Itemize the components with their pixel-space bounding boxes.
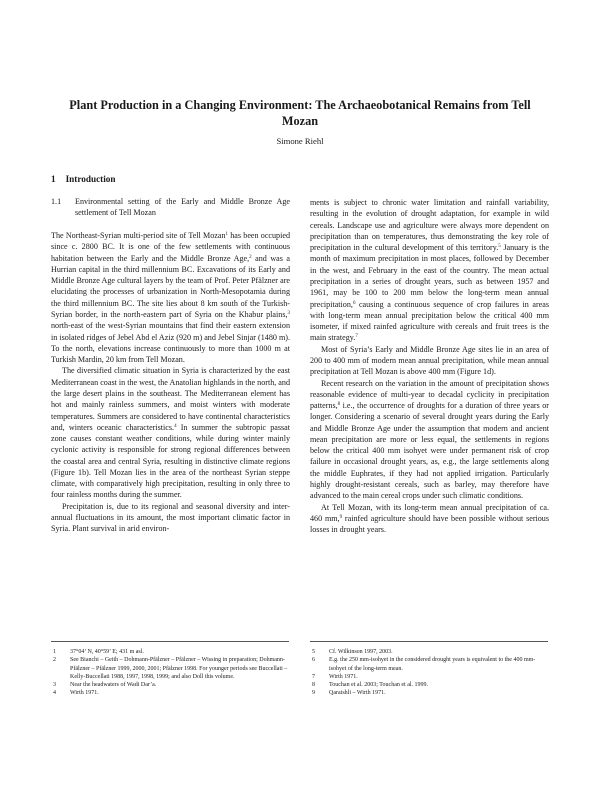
footnote — [51, 656, 290, 681]
footnote-ref[interactable]: 7 — [355, 334, 358, 340]
footnote-number: 3 — [53, 682, 56, 689]
footnote-number: 2 — [53, 657, 56, 664]
right-column — [310, 197, 549, 535]
paragraph: The Northeast-Syrian multi-period site of Tell Mozan$^1$ has been occupied since c. 2800 BC. It is one of the few settlements with continuous habitation between the Early and the Middle Bronze Age,$^2$ and was a Hurrian capital in the third millennium BC. Excavations of its Early and Middle Bronze Age cultural layers by the team of Prof. Peter Pfälzner are elucidating the processes of urbanization in North-Mesopotamia during the third millennium BC. The site lies about 8 km south of the Turkish-Syrian border, in the north-eastern part of Syria on the Khabur plains,$^3$ north-east of the west-Syrian mountains that find their eastern extension in isolated ridges of Jebel Abd el Aziz (920 m) and Jebel Sinjar (1480 m). To the north, elevations increase continuously to more than 1000 m at Turkish Mardin, 20 km from Tell Mozan. — [51, 231, 291, 365]
footnote-ref[interactable]: 3 — [287, 310, 290, 316]
subsection-title: Environmental setting of the Early and Middle Bronze Age settlement of Tell Mozan — [75, 197, 290, 217]
section-number: 1 — [51, 174, 56, 184]
footnote — [51, 648, 290, 656]
footnote-text: 37°04’ N, 40°59’ E; 431 m asl. — [70, 649, 144, 655]
footnote-divider — [51, 641, 289, 642]
footnote-ref[interactable]: 8 — [337, 402, 341, 408]
paragraph: Precipitation is, due to its regional and seasonal diversity and inter-annual fluctuations in its amount, the most important climatic factor in Syria. Plant survival in arid environ- — [51, 501, 290, 534]
footnote-number: 1 — [53, 649, 56, 655]
subsection-number: 1.1 — [51, 197, 62, 206]
footnote-number: 4 — [53, 690, 56, 697]
footnote-ref[interactable]: 4 — [174, 423, 177, 429]
paragraph: Recent research on the variation in the amount of precipitation shows reasonable evidence of multi-year to decadal cyclicity in precipitation patterns,$^8$ i.e., the occurrence of droughts for a duration of three years or longer. Considering a scenario of several drought years during the Early and Middle Bronze Age under the assumption that modern and ancient mean precipitation are more or less equal, the settlements in regions below the critical 400 mm isohyet were under permanent risk of crop failure in occasional drought years, as, e.g., the large settlements along the middle Euphrates, if they had not applied irrigation. Particularly highly drought-resistant cereals, such as barley, may therefore have advanced to the main cereal crops under such climatic conditions. — [310, 378, 549, 501]
paragraph: Most of Syria’s Early and Middle Bronze Age sites lie in an area of 200 to 400 mm of modern mean annual precipitation, while mean annual precipitation at Tell Mozan is above 400 mm (Figure 1d). — [310, 344, 549, 377]
paragraph: At Tell Mozan, with its long-term mean annual precipitation of ca. 460 mm,$^9$ rainfed agriculture should have been possible without serious losses in drought years. — [310, 502, 550, 535]
section-heading — [51, 174, 115, 184]
footnote-number: 6 — [312, 657, 315, 664]
subsection-heading — [51, 196, 290, 218]
left-column — [51, 196, 290, 535]
footnote-text: E.g. the 250 mm-isohyet in the considered drought years is equivalent to the 400 mm-isohyet of the long-term mean. — [329, 657, 536, 672]
footnote-number: 7 — [312, 673, 315, 680]
footnote-number: 9 — [312, 690, 315, 697]
footnote — [310, 681, 549, 689]
footnote-text: Touchan et al. 2003; Touchan et al. 1999. — [329, 682, 429, 689]
footnotes-right — [310, 648, 549, 698]
footnote — [310, 673, 549, 681]
footnote — [310, 656, 549, 673]
paper-title: Plant Production in a Changing Environment: The Archaeobotanical Remains from Tell Mozan — [69, 98, 531, 128]
footnote-number: 5 — [312, 649, 315, 655]
footnote — [51, 681, 290, 689]
footnote-text: Wirth 1971. — [329, 673, 358, 680]
footnote-ref[interactable]: 5 — [498, 244, 501, 250]
footnote-number: 8 — [312, 682, 315, 689]
author-name: Simone Riehl — [276, 136, 324, 146]
footnote — [51, 689, 290, 697]
footnote-text: Qaraishli – Wirth 1971. — [329, 690, 386, 697]
paragraph: ments is subject to chronic water limitation and rainfall variability, resulting in the evolution of drought adaptation, for example in wild cereals. Landscape use and agriculture were always more dependent on precipitation than on temperatures, thus demonstrating the key role of precipitation in the cultural development of this territory.$^5$ January is the month of maximum precipitation in most places, followed by December in the west, and February in the east of the country. The mean actual precipitation in a series of drought years, such as between 1957 and 1961, may be 100 to 200 mm below the long-term mean annual precipitation,$^6$ causing a continuous sequence of crop failures in areas with long-term mean annual precipitation below the critical 400 mm isometer, if mixed rainfed agriculture with cereals and fruit trees is the main strategy.$^7$ — [310, 198, 549, 343]
footnote-text: See Bianchi – Geith – Dohmann-Pfälzner – Pfälzner – Wissing in preparation; Dohmann-Pfälzner – Pfälzner 1999, 2000, 2001; Pfälzner 1998. For younger periods see Buccellati – Kelly-Buccellati 1988, 1997, 1998, 1999; and also Doll this volume. — [70, 657, 288, 680]
footnote-divider — [310, 641, 548, 642]
footnote-text: Near the headwaters of Wadi Dar’a. — [70, 682, 157, 689]
section-title: Introduction — [65, 174, 116, 184]
footnote-ref[interactable]: 2 — [249, 254, 252, 260]
footnote-ref[interactable]: 6 — [352, 300, 356, 306]
footnote-ref[interactable]: 9 — [339, 514, 343, 520]
footnote-ref[interactable]: 1 — [225, 232, 229, 237]
footnote — [310, 648, 549, 656]
paragraph: The diversified climatic situation in Syria is characterized by the east Mediterranean coast in the west, the Anatolian highlands in the north, and the large desert plains in the southeast. The Mediterranean element has hot and mainly rainless summers, and moist winters with moderate temperatures. Summers are considered to have continental characteristics and, winters oceanic characteristics.$^4$ In summer the subtropic passat zone causes constant weather conditions, while during winter mainly cyclonic activity is responsible for strong regional differences between the coastal area and central Syria, resulting in distinctive climate regions (Figure 1b). Tell Mozan lies in the area of the northeast Syrian steppe climate, with comparatively high precipitation, resulting in only three to four rainless months during the summer. — [51, 366, 290, 500]
footnote — [310, 689, 549, 697]
footnotes-left — [51, 648, 290, 698]
footnote-text: Wirth 1971. — [70, 690, 99, 697]
footnote-text: Cf. Wilkinson 1997, 2003. — [329, 649, 393, 655]
